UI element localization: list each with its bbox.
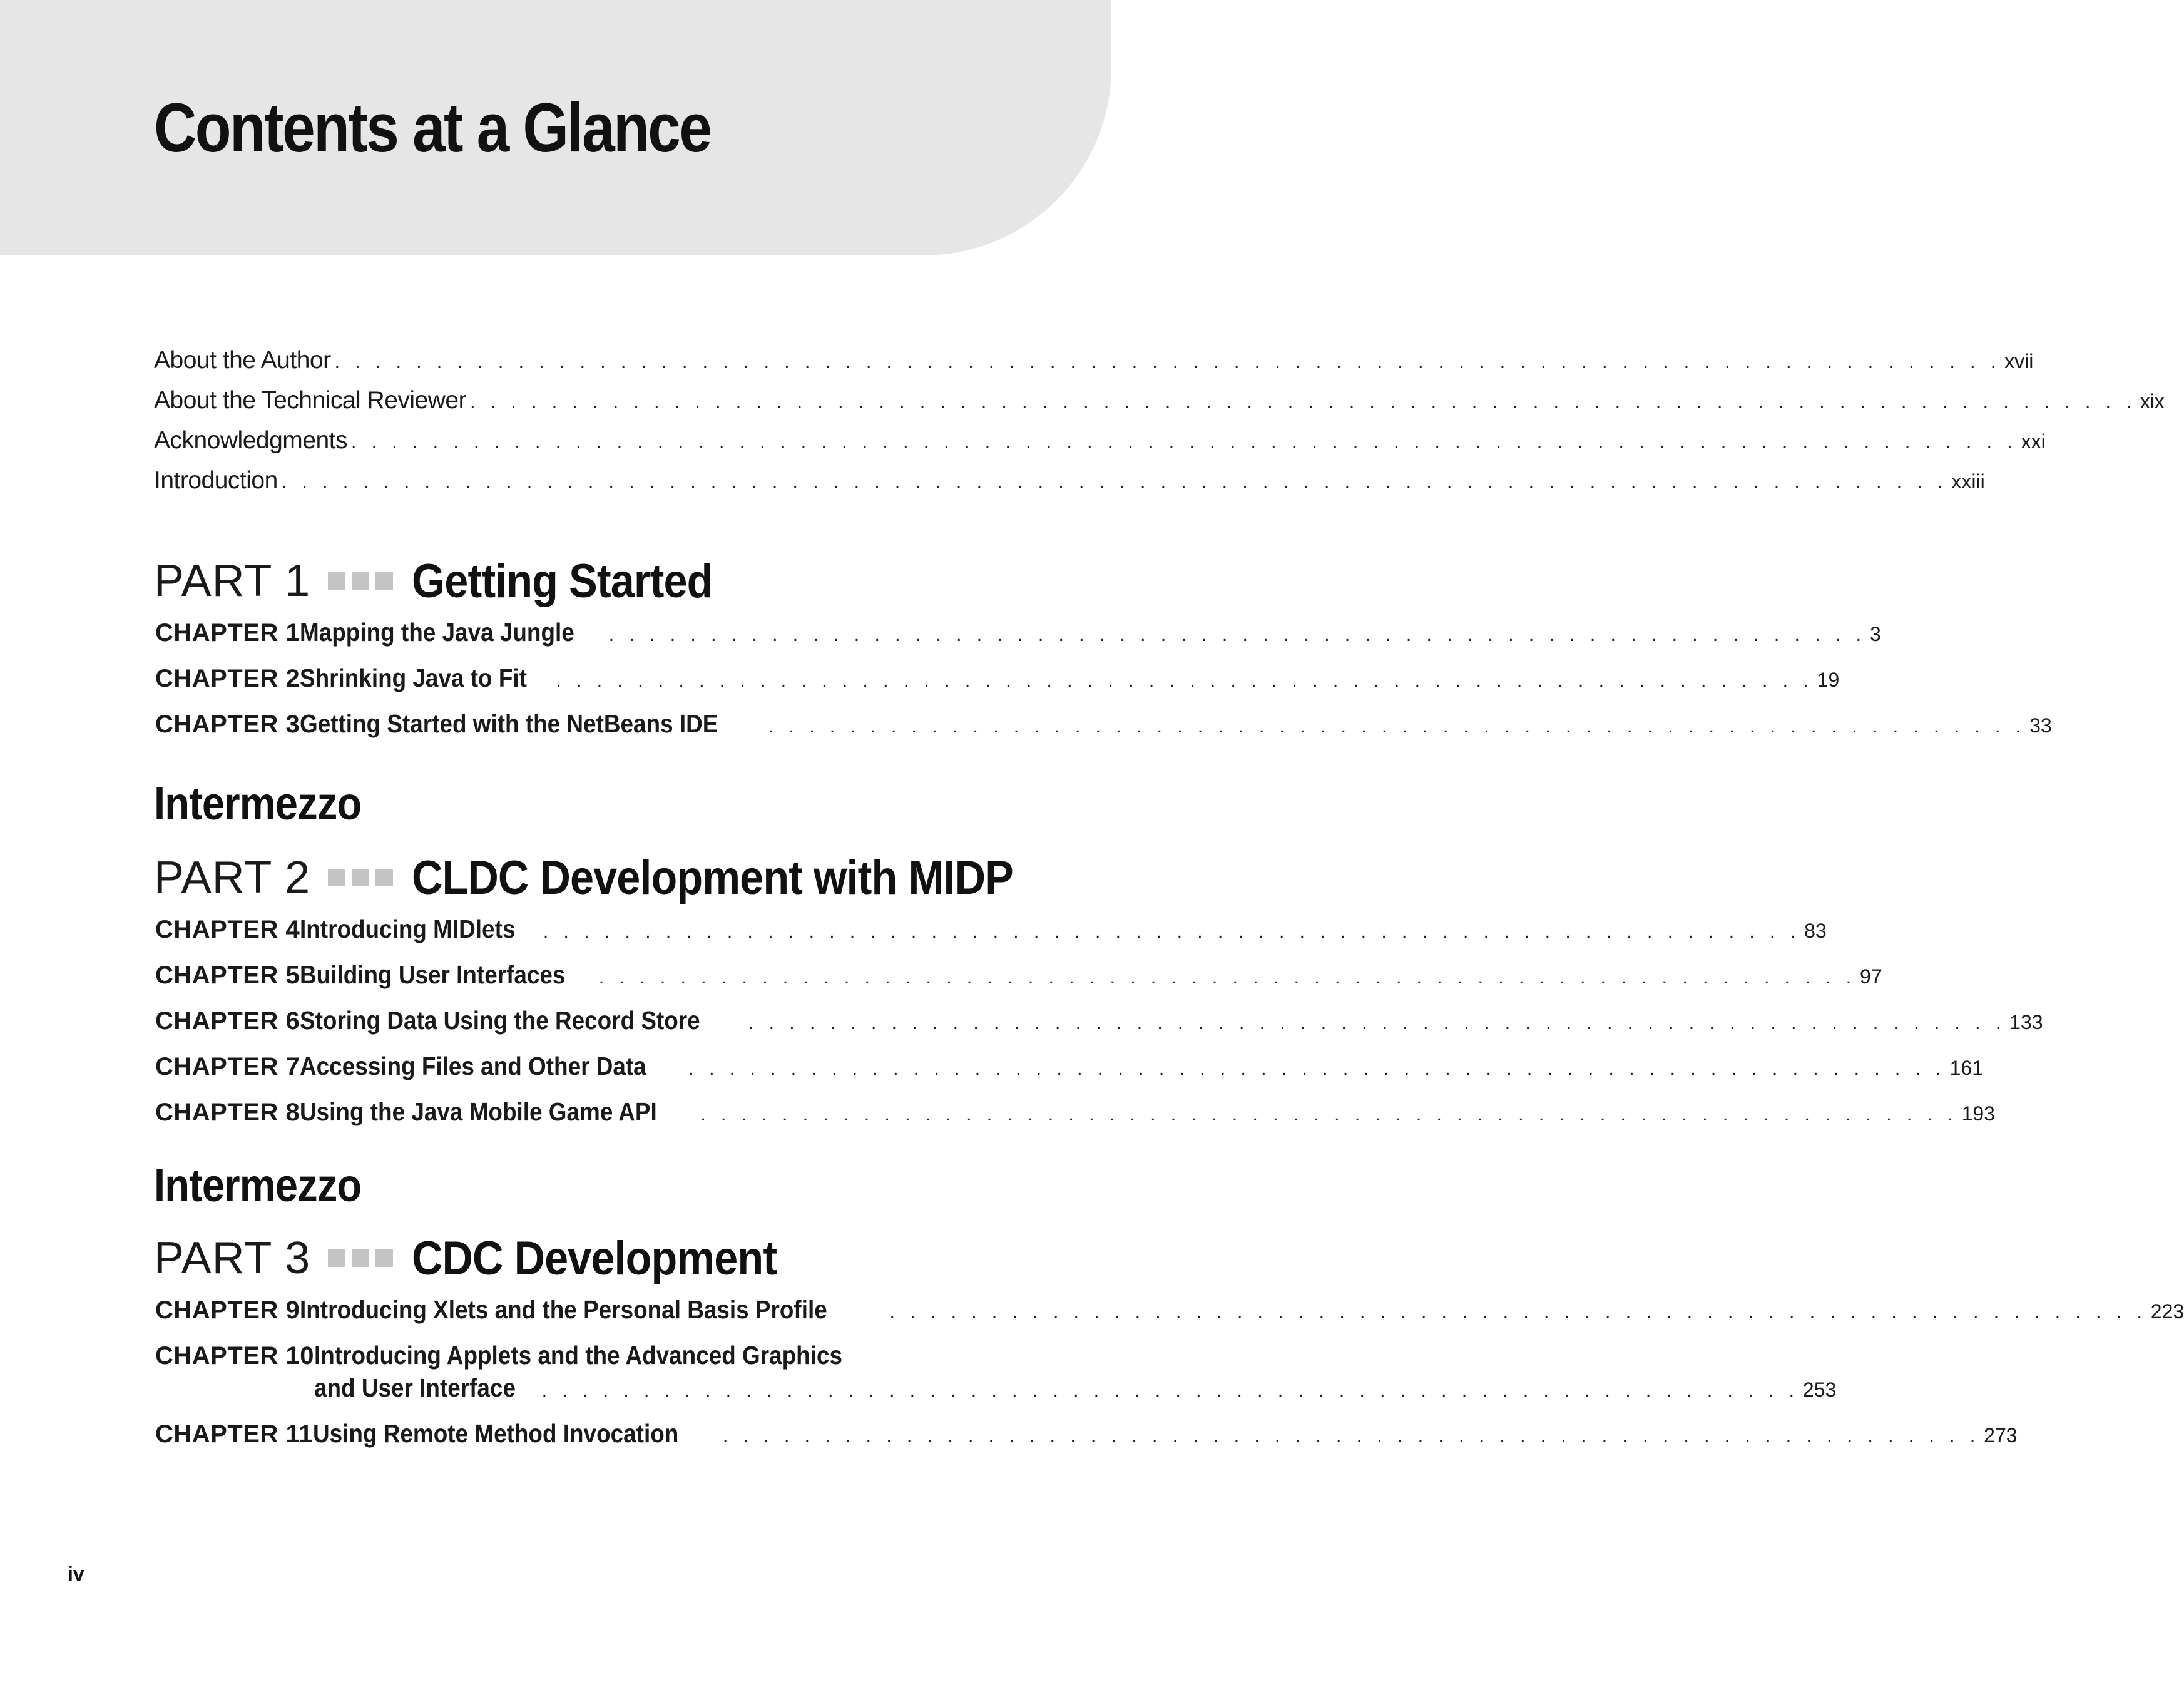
part-squares-icon: [328, 869, 393, 886]
chapter-title: Shrinking Java to Fit: [300, 664, 528, 692]
dot-leader: . . . . . . . . . . . . . . . . . . . . . . . . . . . . . . . . . . . . . . . . . . . . . . . . . . . . . . . . . . . . . . . . . . . . . . . . . . . . . . . . . .: [334, 352, 2001, 372]
chapter-title-line-1: Introducing Applets and the Advanced Graphics: [314, 1341, 842, 1370]
part-heading: [154, 1228, 1101, 1288]
chapter-title: Storing Data Using the Record Store: [300, 1006, 700, 1035]
intermezzo-heading[interactable]: Intermezzo: [154, 777, 362, 829]
part-label: PART 3: [154, 1233, 311, 1283]
chapter-title-line-2: and User Interface: [314, 1373, 516, 1402]
page-title: Contents at a Glance: [154, 90, 711, 167]
chapter-page: 253: [1802, 1378, 1837, 1401]
chapter-page: 161: [1949, 1057, 1983, 1079]
chapter-label: CHAPTER 3: [155, 710, 300, 738]
chapter-page: 33: [2029, 714, 2052, 737]
chapter-page: 133: [2009, 1011, 2043, 1033]
toc-entry-technical-reviewer[interactable]: [154, 381, 2165, 421]
chapter-title: Using the Java Mobile Game API: [300, 1097, 657, 1126]
part-squares-icon: [328, 1249, 393, 1267]
entry-page: xxi: [2021, 430, 2046, 453]
part-label: PART 1: [154, 556, 311, 606]
part-title: Getting Started: [412, 554, 713, 608]
entry-page: xix: [2140, 390, 2165, 413]
chapter-page: 19: [1817, 669, 1840, 691]
dot-leader: . . . . . . . . . . . . . . . . . . . . . . . . . . . . . . . . . . . . . . . . . . . . . . . . . . . . . . . . . . . . . .: [748, 1013, 2006, 1033]
chapter-page: 83: [1804, 920, 1827, 942]
toc-entry-acknowledgments[interactable]: [154, 421, 2046, 461]
chapter-label: CHAPTER 6: [155, 1007, 300, 1035]
chapter-page: 223: [2150, 1300, 2184, 1323]
part-3-section: [154, 1228, 2184, 1458]
dot-leader: . . . . . . . . . . . . . . . . . . . . . . . . . . . . . . . . . . . . . . . . . . . . . . . . . . . . . . . . . . . . . . . . . . . . . . . . . . . . . . . . . .: [281, 472, 1948, 493]
part-label: PART 2: [154, 853, 311, 903]
chapter-entry-1[interactable]: [154, 611, 1881, 657]
chapter-label: CHAPTER 2: [155, 665, 300, 692]
chapter-label: CHAPTER 11: [155, 1420, 313, 1448]
part-squares-icon: [328, 572, 393, 590]
chapter-entry-8[interactable]: [154, 1090, 1995, 1136]
chapter-label: CHAPTER 4: [155, 916, 300, 943]
dot-leader: . . . . . . . . . . . . . . . . . . . . . . . . . . . . . . . . . . . . . . . . . . . . . . . . . . . . . . . . . . . . . .: [598, 967, 1857, 988]
dot-leader: . . . . . . . . . . . . . . . . . . . . . . . . . . . . . . . . . . . . . . . . . . . . . . . . . . . . . . . . . . . . . .: [700, 1104, 1958, 1125]
chapter-title: Introducing Xlets and the Personal Basis Profile: [300, 1295, 827, 1324]
chapter-entry-10[interactable]: [154, 1334, 1837, 1412]
entry-label: About the Technical Reviewer: [154, 387, 467, 414]
chapter-label: CHAPTER 10: [155, 1342, 314, 1370]
entry-label: Introduction: [154, 467, 278, 494]
chapter-entry-2[interactable]: [154, 657, 1840, 702]
chapter-entry-11[interactable]: [154, 1412, 2018, 1458]
chapter-label: CHAPTER 7: [155, 1053, 300, 1080]
dot-leader: . . . . . . . . . . . . . . . . . . . . . . . . . . . . . . . . . . . . . . . . . . . . . . . . . . . . . . . . . . . . . .: [556, 670, 1814, 691]
part-1-section: [154, 551, 2052, 748]
dot-leader: . . . . . . . . . . . . . . . . . . . . . . . . . . . . . . . . . . . . . . . . . . . . . . . . . . . . . . . . . . . . . .: [543, 921, 1801, 942]
chapter-page: 193: [1961, 1102, 1995, 1125]
toc-entry-introduction[interactable]: [154, 461, 1985, 501]
chapter-page: 273: [1984, 1424, 2018, 1447]
intermezzo-1: [154, 774, 1101, 834]
dot-leader: . . . . . . . . . . . . . . . . . . . . . . . . . . . . . . . . . . . . . . . . . . . . . . . . . . . . . . . . . . . . . .: [541, 1380, 1799, 1401]
part-title: CDC Development: [412, 1231, 777, 1285]
chapter-label: CHAPTER 8: [155, 1099, 300, 1126]
chapter-entry-3[interactable]: [154, 702, 2052, 748]
dot-leader: . . . . . . . . . . . . . . . . . . . . . . . . . . . . . . . . . . . . . . . . . . . . . . . . . . . . . . . . . . . . . . . . . . . . . . . . . . . . . . . . . .: [470, 392, 2136, 413]
dot-leader: . . . . . . . . . . . . . . . . . . . . . . . . . . . . . . . . . . . . . . . . . . . . . . . . . . . . . . . . . . . . . .: [768, 716, 2026, 737]
entry-label: About the Author: [154, 347, 331, 374]
chapter-label: CHAPTER 1: [155, 619, 300, 647]
chapter-title: Building User Interfaces: [300, 960, 566, 989]
chapter-title: Using Remote Method Invocation: [312, 1419, 679, 1448]
entry-label: Acknowledgments: [154, 427, 347, 454]
chapter-label: CHAPTER 9: [155, 1296, 300, 1324]
chapter-title: Mapping the Java Jungle: [300, 618, 574, 647]
part-2-section: [154, 848, 2043, 1136]
chapter-entry-5[interactable]: [154, 953, 1882, 999]
entry-page: xvii: [2004, 350, 2034, 372]
dot-leader: . . . . . . . . . . . . . . . . . . . . . . . . . . . . . . . . . . . . . . . . . . . . . . . . . . . . . . . . . . . . . .: [608, 625, 1866, 645]
toc-entry-about-author[interactable]: [154, 341, 2034, 381]
entry-page: xxiii: [1951, 470, 1985, 493]
intermezzo-2: [154, 1156, 1101, 1216]
chapter-title: Getting Started with the NetBeans IDE: [300, 709, 718, 738]
intermezzo-heading[interactable]: Intermezzo: [154, 1159, 362, 1211]
page-folio: iv: [68, 1562, 84, 1585]
dot-leader: . . . . . . . . . . . . . . . . . . . . . . . . . . . . . . . . . . . . . . . . . . . . . . . . . . . . . . . . . . . . . .: [889, 1302, 2147, 1323]
part-heading: [154, 848, 1101, 908]
chapter-entry-7[interactable]: [154, 1045, 1983, 1090]
chapter-entry-9[interactable]: [154, 1288, 2184, 1334]
chapter-title: Introducing MIDlets: [300, 915, 516, 943]
chapter-title: Accessing Files and Other Data: [300, 1052, 646, 1080]
part-heading: [154, 551, 1101, 611]
chapter-entry-6[interactable]: [154, 999, 2043, 1045]
part-title: CLDC Development with MIDP: [412, 851, 1013, 905]
chapter-label: CHAPTER 5: [155, 961, 300, 989]
dot-leader: . . . . . . . . . . . . . . . . . . . . . . . . . . . . . . . . . . . . . . . . . . . . . . . . . . . . . . . . . . . . . .: [688, 1059, 1946, 1079]
dot-leader: . . . . . . . . . . . . . . . . . . . . . . . . . . . . . . . . . . . . . . . . . . . . . . . . . . . . . . . . . . . . . . . . . . . . . . . . . . . . . . . . . .: [351, 432, 2018, 453]
chapter-page: 3: [1869, 623, 1881, 645]
dot-leader: . . . . . . . . . . . . . . . . . . . . . . . . . . . . . . . . . . . . . . . . . . . . . . . . . . . . . . . . . . . . . .: [722, 1426, 1981, 1447]
chapter-entry-4[interactable]: [154, 908, 1827, 953]
chapter-page: 97: [1860, 965, 1882, 988]
front-matter-list: [154, 341, 2165, 501]
